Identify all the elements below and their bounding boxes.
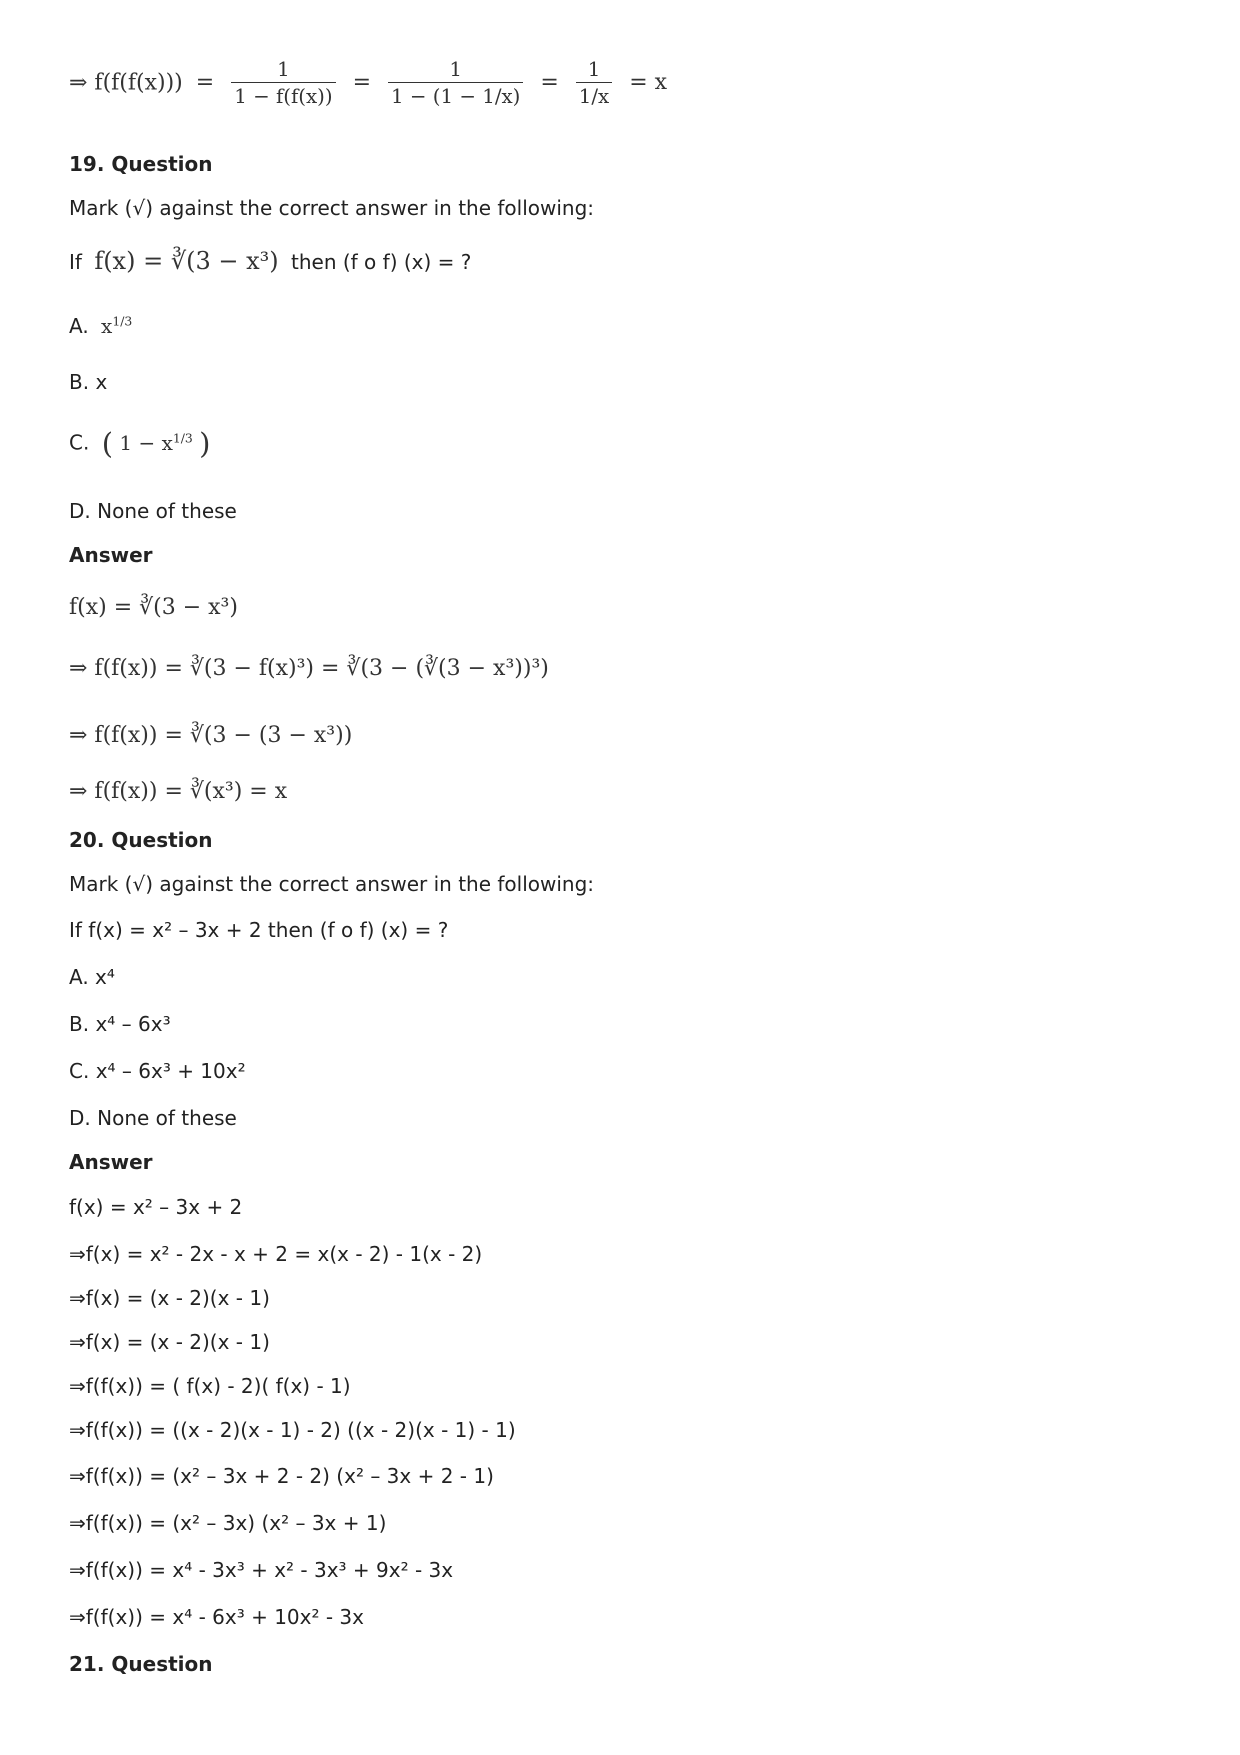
q20-option-a[interactable]: A. x⁴ xyxy=(69,965,115,989)
q20-step-7: ⇒f(f(x)) = (x² – 3x + 2 - 2) (x² – 3x + 2 - 1) xyxy=(69,1464,494,1488)
q20-step-6: ⇒f(f(x)) = ((x - 2)(x - 1) - 2) ((x - 2)(x - 1) - 1) xyxy=(69,1418,516,1442)
fraction-2: $\frac{1}{1 - (1 - 1/x)}$ xyxy=(388,58,523,109)
q19-step-3: ⇒ f(f(x)) = ∛(3 − (3 − x³)) xyxy=(69,723,353,748)
q20-step-10: ⇒f(f(x)) = x⁴ - 6x³ + 10x² - 3x xyxy=(69,1605,364,1629)
q20-step-8: ⇒f(f(x)) = (x² – 3x) (x² – 3x + 1) xyxy=(69,1511,387,1535)
question-20-heading: 20. Question xyxy=(69,828,213,852)
q19-option-b[interactable]: B. x xyxy=(69,370,108,394)
q19-step-2: ⇒ f(f(x)) = ∛(3 − f(x)³) = ∛(3 − (∛(3 − x³))³) xyxy=(69,656,549,681)
q20-option-d[interactable]: D. None of these xyxy=(69,1106,237,1130)
question-19-heading: 19. Question xyxy=(69,152,213,176)
q19-answer-heading: Answer xyxy=(69,543,153,567)
q20-step-4: ⇒f(x) = (x - 2)(x - 1) xyxy=(69,1330,270,1354)
q20-answer-heading: Answer xyxy=(69,1150,153,1174)
question-19-instruction: Mark (√) against the correct answer in the following: xyxy=(69,196,595,220)
question-19-prompt: If f(x) = ∛(3 − x³) then (f o f) (x) = ? xyxy=(69,247,472,275)
q19-option-c[interactable]: C. ( $1 - x^{1/3}$ ) xyxy=(69,426,211,460)
q20-step-5: ⇒f(f(x)) = ( f(x) - 2)( f(x) - 1) xyxy=(69,1374,351,1398)
q19-step-4: ⇒ f(f(x)) = ∛(x³) = x xyxy=(69,779,288,804)
q19-step-1: f(x) = ∛(3 − x³) xyxy=(69,595,238,620)
question-20-prompt: If f(x) = x² – 3x + 2 then (f o f) (x) = ? xyxy=(69,918,449,942)
fraction-1: $\frac{1}{1 - f(f(x))}$ xyxy=(231,58,335,109)
fraction-3: $\frac{1}{1/x}$ xyxy=(576,58,612,109)
q20-step-3: ⇒f(x) = (x - 2)(x - 1) xyxy=(69,1286,270,1310)
question-21-heading: 21. Question xyxy=(69,1652,213,1676)
q20-option-b[interactable]: B. x⁴ – 6x³ xyxy=(69,1012,171,1036)
q20-step-9: ⇒f(f(x)) = x⁴ - 3x³ + x² - 3x³ + 9x² - 3x xyxy=(69,1558,454,1582)
q19-option-d[interactable]: D. None of these xyxy=(69,499,237,523)
equation-fff: ⇒ f(f(f(x))) = $\frac{1}{1 - f(f(x))}$ = $\frac{1}{1 - (1 - 1/x)}$ = $\frac{1}{1/x}$ = x xyxy=(69,58,668,108)
q20-step-1: f(x) = x² – 3x + 2 xyxy=(69,1195,243,1219)
q19-option-a[interactable]: A. $x^{1/3}$ xyxy=(69,313,133,338)
question-20-instruction: Mark (√) against the correct answer in the following: xyxy=(69,872,595,896)
q20-option-c[interactable]: C. x⁴ – 6x³ + 10x² xyxy=(69,1059,246,1083)
q20-step-2: ⇒f(x) = x² - 2x - x + 2 = x(x - 2) - 1(x - 2) xyxy=(69,1242,483,1266)
